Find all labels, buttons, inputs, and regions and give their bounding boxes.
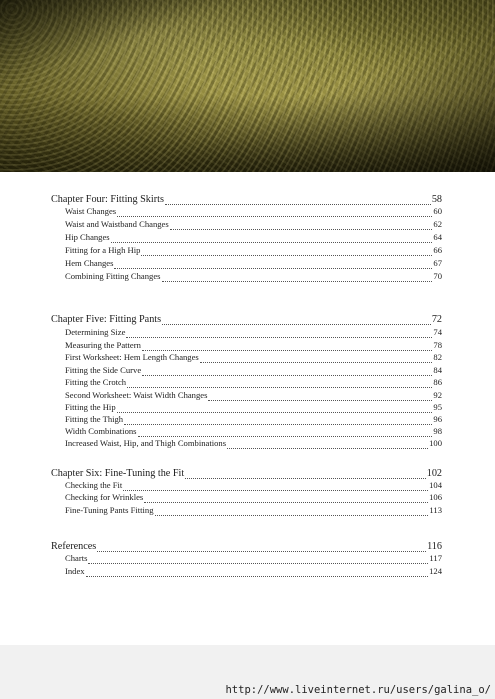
toc-entry[interactable] [65,492,442,506]
page-number: 70 [433,271,442,281]
toc-entry[interactable] [65,377,442,391]
entry-label: Second Worksheet: Waist Width Changes [65,390,208,400]
entry-label: Fitting the Thigh [65,414,124,424]
dot-leader [144,502,428,503]
dot-leader [88,563,428,564]
dot-leader [123,490,428,491]
entry-label: Waist Changes [65,206,117,216]
toc-entry[interactable] [65,566,442,580]
dot-leader [162,281,433,282]
entry-label: Index [65,566,85,576]
entry-label: Combining Fitting Changes [65,271,161,281]
dot-leader [185,478,426,479]
toc-entry[interactable] [65,258,442,272]
dot-leader [117,216,432,217]
dot-leader [155,515,429,516]
fabric-header-photo [0,0,495,172]
page-footer [0,645,495,699]
dot-leader [97,551,426,552]
dot-leader [124,424,432,425]
entry-label: Checking the Fit [65,480,123,490]
page-number: 64 [433,232,442,242]
entry-label: Hem Changes [65,258,114,268]
chapter-title: Chapter Four: Fitting Skirts [51,194,164,205]
entry-label: Increased Waist, Hip, and Thigh Combinations [65,438,227,448]
entry-label: Hip Changes [65,232,110,242]
dot-leader [86,576,429,577]
entry-label: Charts [65,553,88,563]
toc-entry[interactable] [65,438,442,452]
entry-label: Waist and Waistband Changes [65,219,169,229]
page-number: 104 [429,480,442,490]
page-number: 78 [433,340,442,350]
toc-entry[interactable] [65,206,442,220]
page-number: 102 [426,468,442,479]
dot-leader [141,255,432,256]
page-number: 86 [433,377,442,387]
page-number: 74 [433,327,442,337]
dot-leader [114,268,432,269]
entry-label: Fitting the Side Curve [65,365,142,375]
entry-label: Checking for Wrinkles [65,492,144,502]
dot-leader [142,350,433,351]
dot-leader [111,242,433,243]
toc-entry[interactable] [65,505,442,519]
toc-entry[interactable] [65,352,442,366]
toc-entry[interactable] [65,245,442,259]
entry-label: Fitting the Hip [65,402,116,412]
dot-leader [162,324,431,325]
toc-entry[interactable] [65,219,442,233]
page-number: 113 [429,505,442,515]
dot-leader [127,387,432,388]
toc-chapter-five[interactable] [51,314,442,328]
page-number: 82 [433,352,442,362]
chapter-title: Chapter Five: Fitting Pants [51,314,162,325]
toc-entry[interactable] [65,271,442,285]
page-number: 124 [429,566,442,576]
page-number: 84 [433,365,442,375]
entry-label: First Worksheet: Hem Length Changes [65,352,199,362]
page-number: 100 [429,438,442,448]
page-number: 72 [431,314,442,325]
page-number: 66 [433,245,442,255]
chapter-title: References [51,541,97,552]
entry-label: Fine-Tuning Pants Fitting [65,505,154,515]
page-number: 98 [433,426,442,436]
dot-leader [138,436,433,437]
dot-leader [165,204,431,205]
dot-leader [208,400,432,401]
watermark-url: http://www.liveinternet.ru/users/galina_o/ [225,684,491,696]
dot-leader [227,448,428,449]
page-number: 106 [429,492,442,502]
page-number: 58 [431,194,442,205]
dot-leader [200,362,433,363]
page-number: 116 [427,541,442,552]
page-number: 95 [433,402,442,412]
dot-leader [170,229,433,230]
toc-entry[interactable] [65,327,442,341]
page-number: 96 [433,414,442,424]
entry-label: Fitting the Crotch [65,377,127,387]
dot-leader [117,412,433,413]
toc-entry[interactable] [65,553,442,567]
entry-label: Measuring the Pattern [65,340,141,350]
page-number: 92 [433,390,442,400]
dot-leader [142,375,432,376]
chapter-title: Chapter Six: Fine-Tuning the Fit [51,468,185,479]
page-number: 67 [433,258,442,268]
dot-leader [126,337,432,338]
entry-label: Determining Size [65,327,126,337]
page-number: 60 [433,206,442,216]
page-number: 117 [429,553,442,563]
entry-label: Fitting for a High Hip [65,245,141,255]
page-number: 62 [433,219,442,229]
toc-entry[interactable] [65,232,442,246]
entry-label: Width Combinations [65,426,137,436]
